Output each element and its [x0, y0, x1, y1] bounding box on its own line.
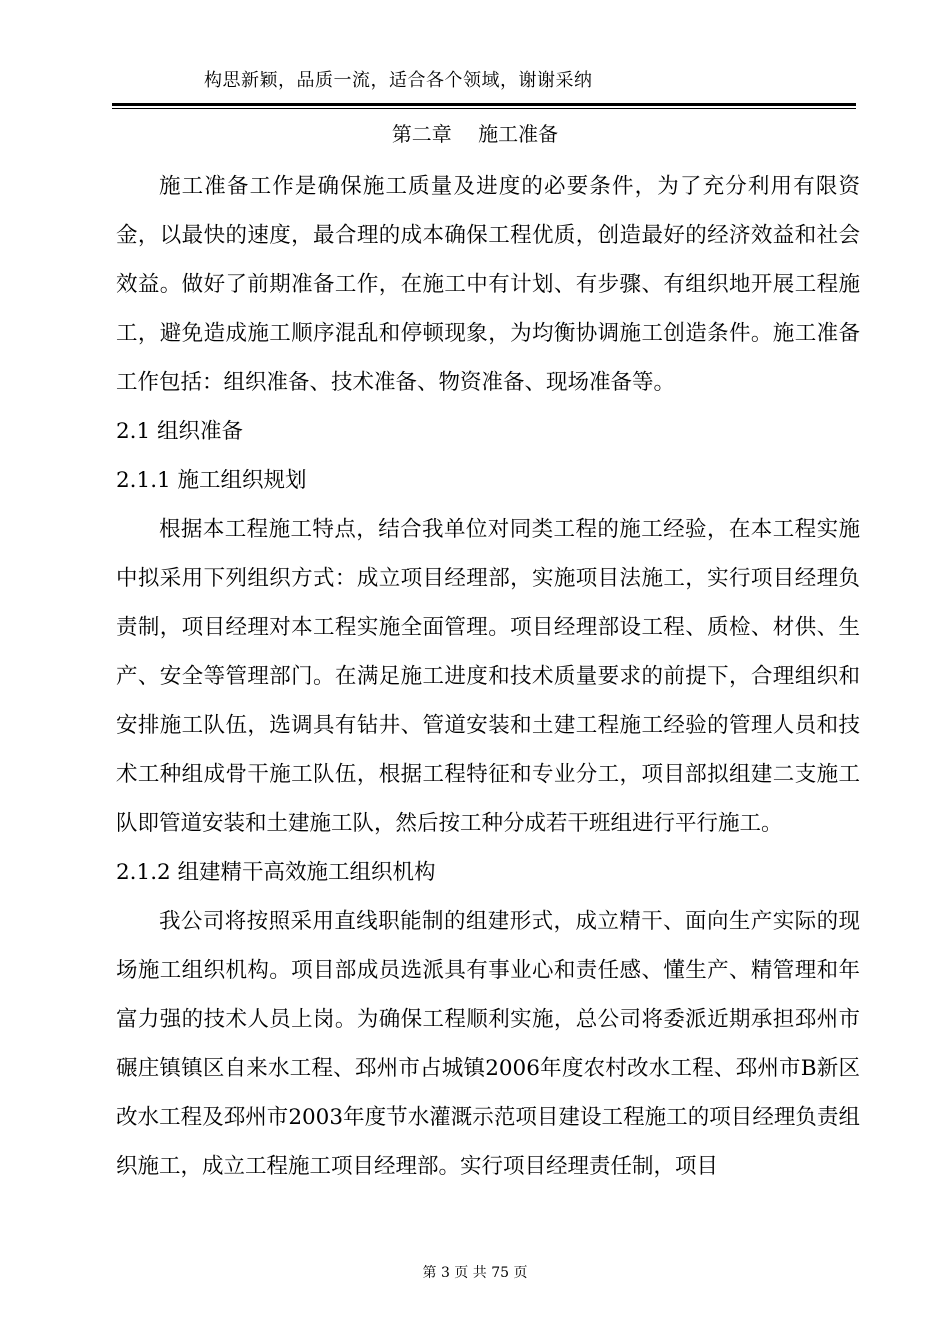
paragraph-organization-structure: 我公司将按照采用直线职能制的组建形式，成立精干、面向生产实际的现场施工组织机构。项目部成员选派具有事业心和责任感、懂生产、精管理和年富力强的技术人员上岗。为确保工程顺利实施，总公司将委派近期承担邳州市碾庄镇镇区自来水工程、邳州市占城镇2006年度农村改水工程、邳州市B新区改水工程及邳州市2003年度节水灌溉示范项目建设工程施工的项目经理负责组织施工，成立工程施工项目经理部。实行项目经理责任制，项目 — [116, 909, 860, 1179]
section-heading-2-1: 2.1 组织准备 — [116, 419, 244, 444]
document-body — [116, 162, 860, 1191]
paragraph-intro: 施工准备工作是确保施工质量及进度的必要条件，为了充分利用有限资金，以最快的速度，最合理的成本确保工程优质，创造最好的经济效益和社会效益。做好了前期准备工作，在施工中有计划、有步骤、有组织地开展工程施工，避免造成施工顺序混乱和停顿现象，为均衡协调施工创造条件。施工准备工作包括：组织准备、技术准备、物资准备、现场准备等。 — [116, 174, 860, 395]
page-footer: 第 3 页 共 75 页 — [422, 1265, 528, 1281]
section-heading-2-1-2: 2.1.2 组建精干高效施工组织机构 — [116, 860, 436, 885]
header-rule-thin — [112, 108, 856, 109]
section-heading-2-1-1: 2.1.1 施工组织规划 — [116, 468, 307, 493]
paragraph-organization-plan: 根据本工程施工特点，结合我单位对同类工程的施工经验，在本工程实施中拟采用下列组织方式：成立项目经理部，实施项目法施工，实行项目经理负责制，项目经理对本工程实施全面管理。项目经理部设工程、质检、材供、生产、安全等管理部门。在满足施工进度和技术质量要求的前提下，合理组织和安排施工队伍，选调具有钻井、管道安装和土建工程施工经验的管理人员和技术工种组成骨干施工队伍，根据工程特征和专业分工，项目部拟组建二支施工队即管道安装和土建施工队，然后按工种分成若干班组进行平行施工。 — [116, 517, 860, 836]
chapter-title: 第二章 施工准备 — [391, 122, 559, 146]
header-rule-thick — [112, 103, 856, 106]
page-header-text: 构思新颖，品质一流，适合各个领域，谢谢采纳 — [204, 70, 593, 91]
